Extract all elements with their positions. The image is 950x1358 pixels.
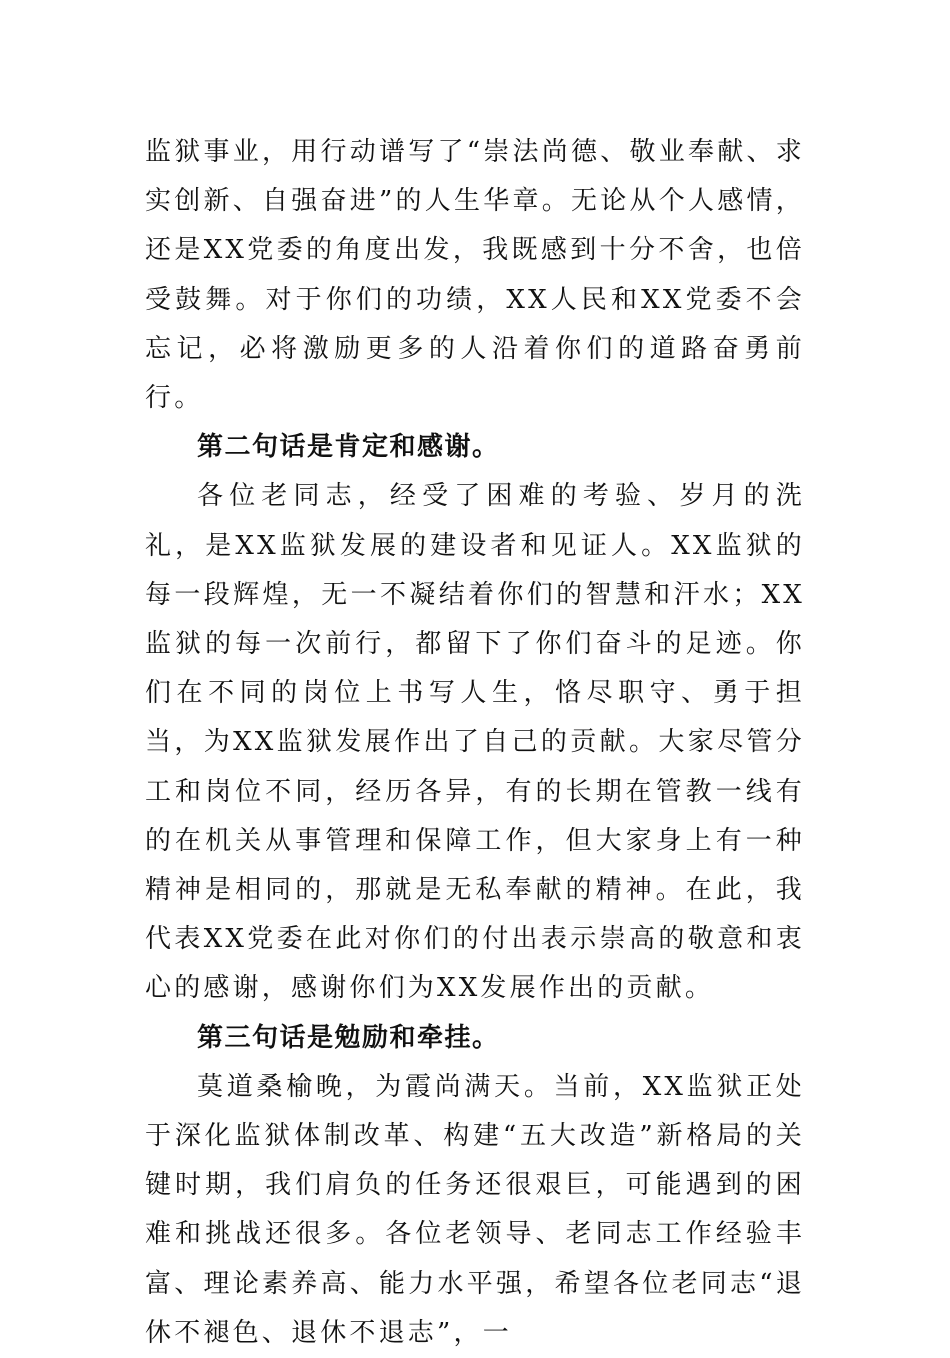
paragraph-affirmation: 各位老同志，经受了困难的考验、岁月的洗礼，是XX监狱发展的建设者和见证人。XX监狱的每一段辉煌，无一不凝结着你们的智慧和汗水；XX监狱的每一次前行，都留下了你们奋斗的足迹。你们在不同的岗位上书写人生，恪尽职守、勇于担当，为XX监狱发展作出了自己的贡献。大家尽管分工和岗位不同，经历各异，有的长期在管教一线有的在机关从事管理和保障工作，但大家身上有一种精神是相同的，那就是无私奉献的精神。在此，我代表XX党委在此对你们的付出表示崇高的敬意和衷心的感谢，感谢你们为XX发展作出的贡献。 — [145, 481, 805, 1004]
section-heading-third: 第三句话是勉励和牵挂。 — [197, 1022, 500, 1053]
section-heading-second: 第二句话是肯定和感谢。 — [197, 432, 500, 463]
paragraph-continuation: 监狱事业，用行动谱写了“崇法尚德、敬业奉献、求实创新、自强奋进”的人生华章。无论从个人感情，还是XX党委的角度出发，我既感到十分不舍，也倍受鼓舞。对于你们的功绩，XX人民和XX党委不会忘记，必将激励更多的人沿着你们的道路奋勇前行。 — [145, 137, 805, 414]
paragraph-encouragement: 莫道桑榆晚，为霞尚满天。当前，XX监狱正处于深化监狱体制改革、构建“五大改造”新格局的关键时期，我们肩负的任务还很艰巨，可能遇到的困难和挑战还很多。各位老领导、老同志工作经验丰富、理论素养高、能力水平强，希望各位老同志“退休不褪色、退休不退志”，一 — [145, 1071, 805, 1348]
document-body — [145, 128, 805, 1358]
